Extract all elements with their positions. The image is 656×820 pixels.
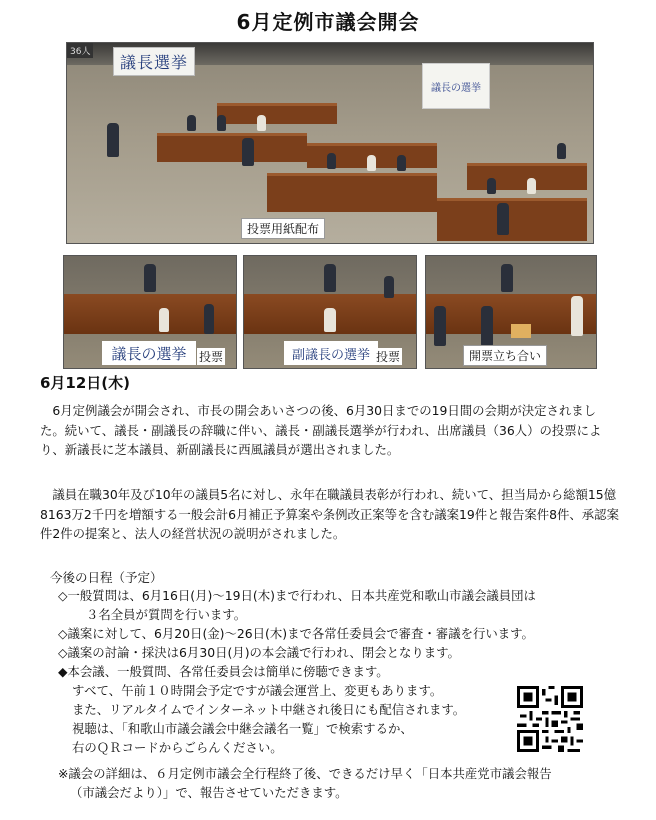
schedule-item-3: ◇議案の討論・採決は6月30日(月)の本会議で行われ、閉会となります。 xyxy=(58,645,460,660)
footer-line-1: ※議会の詳細は、６月定例市議会全行程終了後、できるだけ早く「日本共産党市議会報告 xyxy=(58,766,552,781)
paragraph-1: 6月定例議会が開会され、市長の開会あいさつの後、6月30日までの19日間の会期が決定されました。続いて、議長・副議長の辞職に伴い、議長・副議長選挙が行われ、出席議員（36人）の投票により、新議長に芝本議員、新副議長に西風議員が選出されました。 xyxy=(40,403,602,457)
schedule-note-4: 視聴は、「和歌山市議会議会中継会議名一覧」で検索するか、 xyxy=(72,721,413,736)
footer-line-2: （市議会だより）」で、報告させていただきます。 xyxy=(70,785,348,800)
schedule-item-1b: ３名全員が質問を行います。 xyxy=(86,607,247,622)
small1-sign: 議長の選挙 xyxy=(102,341,196,365)
schedule-note-2: すべて、午前１０時開会予定ですが議会運営上、変更もあります。 xyxy=(72,683,443,698)
main-photo xyxy=(66,42,594,244)
schedule-note-3: また、リアルタイムでインターネット中継され後日にも配信されます。 xyxy=(72,702,466,717)
schedule-item-2: ◇議案に対して、6月20日(金)～26日(木)まで各常任委員会で審査・審議を行います。 xyxy=(58,626,534,641)
schedule-heading: 今後の日程（予定） xyxy=(50,570,163,585)
qr-code-icon[interactable] xyxy=(517,686,583,752)
paragraph-2: 議員在職30年及び10年の議員5名に対し、永年在職議員表彰が行われ、続いて、担当局から総額15億8163万2千円を増額する一般会計6月補正予算案や条例改正案等を含む議案19件と報告案件8件、承認案件2件の提案と、法人の経営状況の説明がされました。 xyxy=(40,487,619,541)
small1-caption: 投票 xyxy=(199,350,224,364)
schedule-note-1: ◆本会議、一般質問、各常任委員会は簡単に傍聴できます。 xyxy=(58,664,389,679)
seat-counter: 36人 xyxy=(67,43,93,58)
meeting-date: 6月12日(木) xyxy=(40,374,131,392)
schedule-note-5: 右のＱＲコードからごらんください。 xyxy=(72,740,283,755)
schedule-item-1a: ◇一般質問は、6月16日(月)～19日(木)まで行われ、日本共産党和歌山市議会議員団は xyxy=(58,588,536,603)
main-overlay-label: 議長選挙 xyxy=(113,47,195,76)
small2-sign: 副議長の選挙 xyxy=(284,341,378,365)
small3-caption: 開票立ち合い xyxy=(463,345,547,366)
small2-caption: 投票 xyxy=(376,350,401,364)
page-title: 6月定例市議会開会 xyxy=(236,10,420,34)
main-sign: 議長の選挙 xyxy=(422,63,490,109)
main-caption: 投票用紙配布 xyxy=(241,218,325,239)
